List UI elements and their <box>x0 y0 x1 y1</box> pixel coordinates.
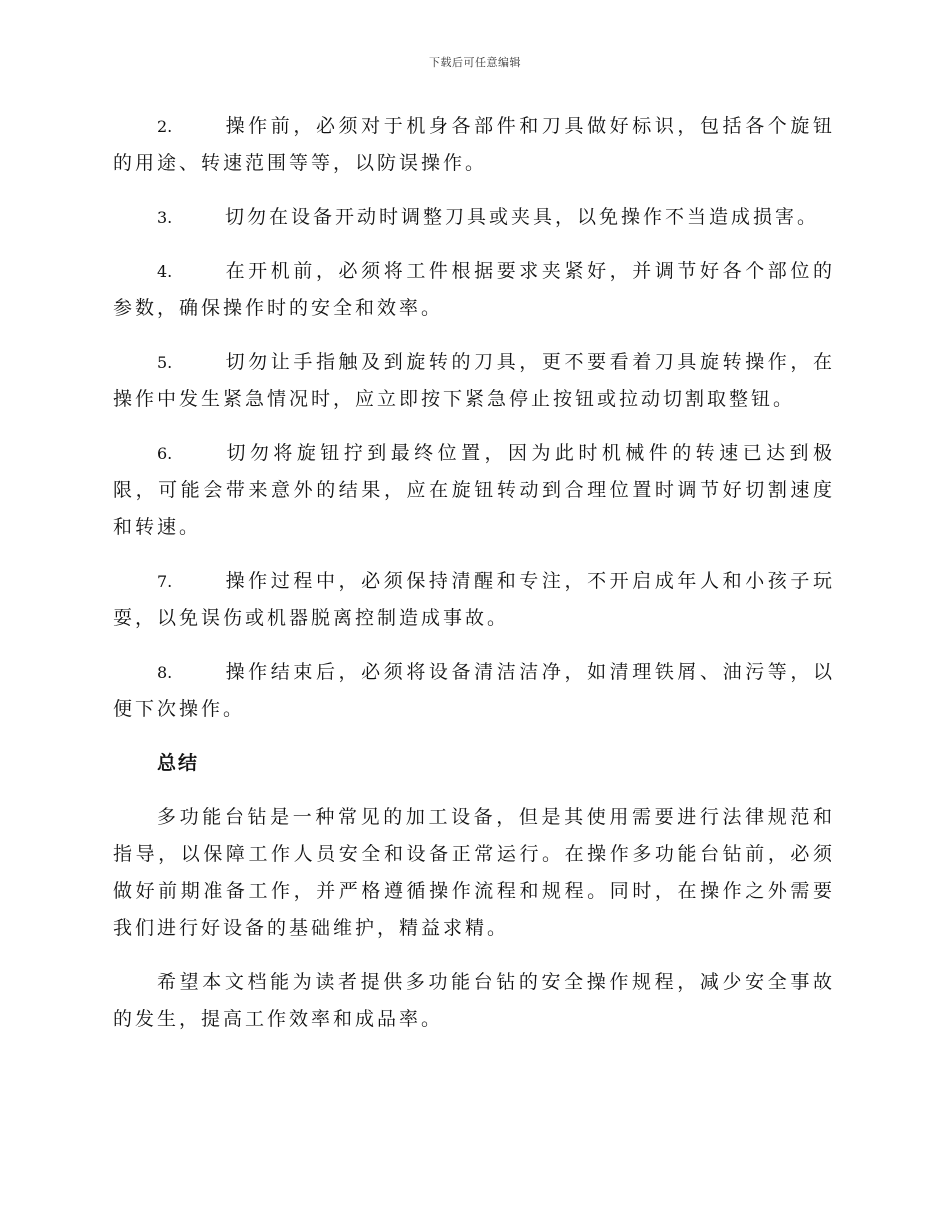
document-body <box>113 108 835 1055</box>
list-item-text: 在开机前，必须将工件根据要求夹紧好，并调节好各个部位的参数，确保操作时的安全和效率。 <box>113 260 835 319</box>
list-item <box>113 563 835 637</box>
list-item-text: 操作结束后，必须将设备清洁洁净，如清理铁屑、油污等，以便下次操作。 <box>113 661 835 720</box>
list-item-text: 切勿在设备开动时调整刀具或夹具，以免操作不当造成损害。 <box>225 206 820 228</box>
list-item <box>113 253 835 327</box>
list-item-text: 操作过程中，必须保持清醒和专注，不开启成年人和小孩子玩耍，以免误伤或机器脱离控制造成事故。 <box>113 570 835 629</box>
list-item-text: 切勿让手指触及到旋转的刀具，更不要看着刀具旋转操作，在操作中发生紧急情况时，应立即按下紧急停止按钮或拉动切割取整钮。 <box>113 351 835 410</box>
list-item <box>113 344 835 418</box>
list-item <box>113 435 835 546</box>
list-item <box>113 654 835 728</box>
list-item-text: 切勿将旋钮拧到最终位置，因为此时机械件的转速已达到极限，可能会带来意外的结果，应在旋钮转动到合理位置时调节好切割速度和转速。 <box>113 442 835 538</box>
list-item-number: 4. <box>157 262 173 281</box>
list-item-text: 操作前，必须对于机身各部件和刀具做好标识，包括各个旋钮的用途、转速范围等等，以防误操作。 <box>113 115 835 174</box>
summary-paragraph: 多功能台钻是一种常见的加工设备，但是其使用需要进行法律规范和指导，以保障工作人员安全和设备正常运行。在操作多功能台钻前，必须做好前期准备工作，并严格遵循操作流程和规程。同时，在操作之外需要我们进行好设备的基础维护，精益求精。 <box>113 806 835 939</box>
page-header: 下载后可任意编辑 <box>429 56 521 69</box>
list-item-number: 5. <box>157 353 173 372</box>
list-item-number: 6. <box>157 444 173 463</box>
summary-paragraph: 希望本文档能为读者提供多功能台钻的安全操作规程，减少安全事故的发生，提高工作效率和成品率。 <box>113 971 835 1030</box>
list-item-number: 3. <box>157 208 173 227</box>
list-item-number: 2. <box>157 117 173 136</box>
list-item <box>113 108 835 182</box>
list-item <box>113 199 835 236</box>
summary-heading: 总结 <box>157 752 200 774</box>
list-item-number: 7. <box>157 572 173 591</box>
list-item-number: 8. <box>157 663 173 682</box>
